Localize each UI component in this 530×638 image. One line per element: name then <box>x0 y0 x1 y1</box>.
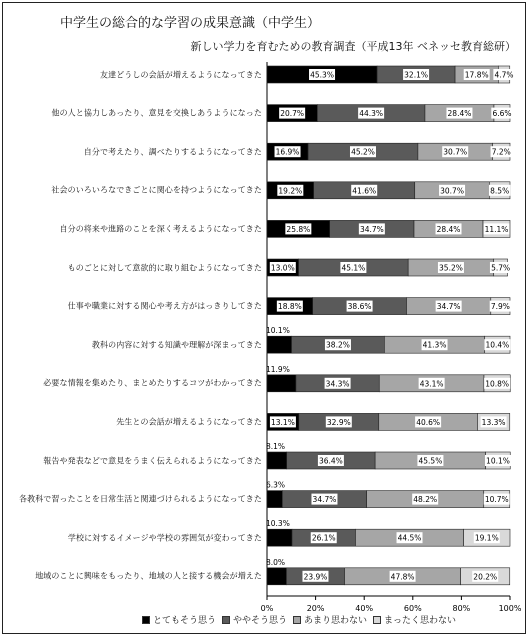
data-label: 40.6% <box>416 417 441 427</box>
bar-segment <box>267 568 286 585</box>
x-tick-label: 60% <box>403 604 422 613</box>
data-label: 36.4% <box>318 456 343 466</box>
data-label: 10.8% <box>485 379 510 389</box>
legend <box>142 613 462 626</box>
data-label: 11.1% <box>484 224 509 234</box>
category-label: 自分の将来や進路のことを深く考えるようになってきた <box>59 224 262 234</box>
data-label: 13.3% <box>481 417 506 427</box>
data-label: 6.3% <box>266 480 286 490</box>
data-label: 48.2% <box>413 495 438 505</box>
category-label: 学校に対するイメージや学校の雰囲気が変わってきた <box>67 533 262 543</box>
data-label: 34.7% <box>436 302 461 312</box>
legend-item <box>222 613 287 626</box>
category-label: 社会のいろいろなできごとに関心を持つようになってきた <box>51 185 262 195</box>
data-label: 19.1% <box>474 533 499 543</box>
data-label: 26.1% <box>311 533 336 543</box>
data-label: 10.7% <box>484 495 509 505</box>
bar-segment <box>267 491 282 508</box>
legend-label: とてもそう思う <box>153 616 217 626</box>
data-label: 45.2% <box>351 147 375 157</box>
data-label: 4.7% <box>494 70 514 80</box>
data-label: 32.9% <box>326 417 351 427</box>
data-label: 34.3% <box>325 379 350 389</box>
data-label: 18.8% <box>277 302 302 312</box>
data-label: 41.3% <box>422 340 447 350</box>
data-label: 28.4% <box>436 224 461 234</box>
data-label: 38.6% <box>347 302 372 312</box>
data-label: 8.0% <box>266 557 286 567</box>
data-label: 7.2% <box>491 147 511 157</box>
data-label: 43.1% <box>419 379 444 389</box>
data-label: 45.5% <box>418 456 443 466</box>
data-label: 10.1% <box>486 456 510 466</box>
data-label: 45.3% <box>310 70 334 80</box>
legend-label: あまり思わない <box>304 616 368 626</box>
chart-title: 中学生の総合的な学習の成果意識（中学生） <box>60 16 321 31</box>
legend-item <box>373 613 456 626</box>
data-label: 13.0% <box>270 263 295 273</box>
data-label: 47.8% <box>390 572 415 582</box>
data-label: 19.2% <box>278 186 303 196</box>
bar-segment <box>267 375 296 392</box>
data-label: 13.1% <box>271 417 295 427</box>
category-label: 仕事や職業に対する関心や考え方がはっきりしてきた <box>67 301 262 311</box>
bar-segment <box>267 529 292 546</box>
category-label: 教科の内容に対する知識や理解が深まってきた <box>91 340 262 350</box>
x-tick-label: 100% <box>498 604 522 613</box>
data-label: 30.7% <box>443 147 468 157</box>
bar-segment <box>267 452 287 469</box>
data-label: 44.5% <box>397 533 422 543</box>
category-label: 地域のことに興味をもったり、地域の人と接する機会が増えた <box>35 571 262 581</box>
legend-item <box>142 613 216 626</box>
data-label: 8.1% <box>266 442 286 451</box>
data-label: 45.1% <box>341 263 366 273</box>
legend-swatch <box>222 616 230 624</box>
category-label: 各教科で習ったことを日常生活と関連づけられるようになってきた <box>19 494 262 504</box>
legend-label: ややそう思う <box>233 616 288 626</box>
legend-label: まったく思わない <box>384 616 457 626</box>
chart-subtitle: 新しい学力を育むための教育調査（平成13年 ベネッセ教育総研） <box>190 40 516 53</box>
legend-swatch <box>142 616 150 624</box>
data-label: 25.8% <box>286 224 311 234</box>
data-label: 10.3% <box>266 519 290 529</box>
data-label: 38.2% <box>326 340 350 350</box>
category-label: ものごとに対して意欲的に取り組むようになってきた <box>67 263 262 272</box>
data-label: 23.9% <box>303 572 328 582</box>
legend-swatch <box>373 616 381 624</box>
x-tick-label: 0% <box>260 604 274 613</box>
data-label: 28.4% <box>447 109 472 119</box>
data-label: 41.6% <box>352 186 377 196</box>
category-label: 先生との会話が増えるようになってきた <box>116 417 262 427</box>
category-label: 他の人と協力しあったり、意見を交換しあうようになった <box>51 108 262 118</box>
data-label: 34.7% <box>359 224 384 234</box>
x-tick-label: 40% <box>355 604 374 613</box>
data-label: 20.7% <box>280 109 305 119</box>
data-label: 10.4% <box>485 340 510 350</box>
category-label: 自分で考えたり、調べたりするようになってきた <box>83 147 262 157</box>
legend-item <box>293 613 367 626</box>
data-label: 35.2% <box>439 263 463 273</box>
data-label: 10.1% <box>266 326 290 336</box>
data-label: 20.2% <box>473 572 498 582</box>
data-label: 8.5% <box>490 186 510 196</box>
category-label: 友達どうしの会話が増えるようになってきた <box>100 70 262 79</box>
data-label: 32.1% <box>404 70 428 80</box>
data-label: 44.3% <box>359 109 384 119</box>
data-label: 5.7% <box>491 263 511 273</box>
data-label: 11.9% <box>266 364 290 374</box>
bar-segment <box>267 336 292 353</box>
x-tick-label: 20% <box>306 604 325 613</box>
data-label: 34.7% <box>312 495 337 505</box>
x-tick-label: 80% <box>452 604 471 613</box>
legend-swatch <box>293 616 301 624</box>
data-label: 30.7% <box>440 186 464 196</box>
data-label: 16.9% <box>275 147 300 157</box>
category-label: 報告や発表などで意見をうまく伝えられるようになってきた <box>43 456 262 465</box>
category-label: 必要な情報を集めたり、まとめたりするコツがわかってきた <box>43 378 262 388</box>
data-label: 17.8% <box>464 70 489 80</box>
data-label: 6.6% <box>492 109 512 119</box>
data-label: 7.9% <box>490 302 510 312</box>
